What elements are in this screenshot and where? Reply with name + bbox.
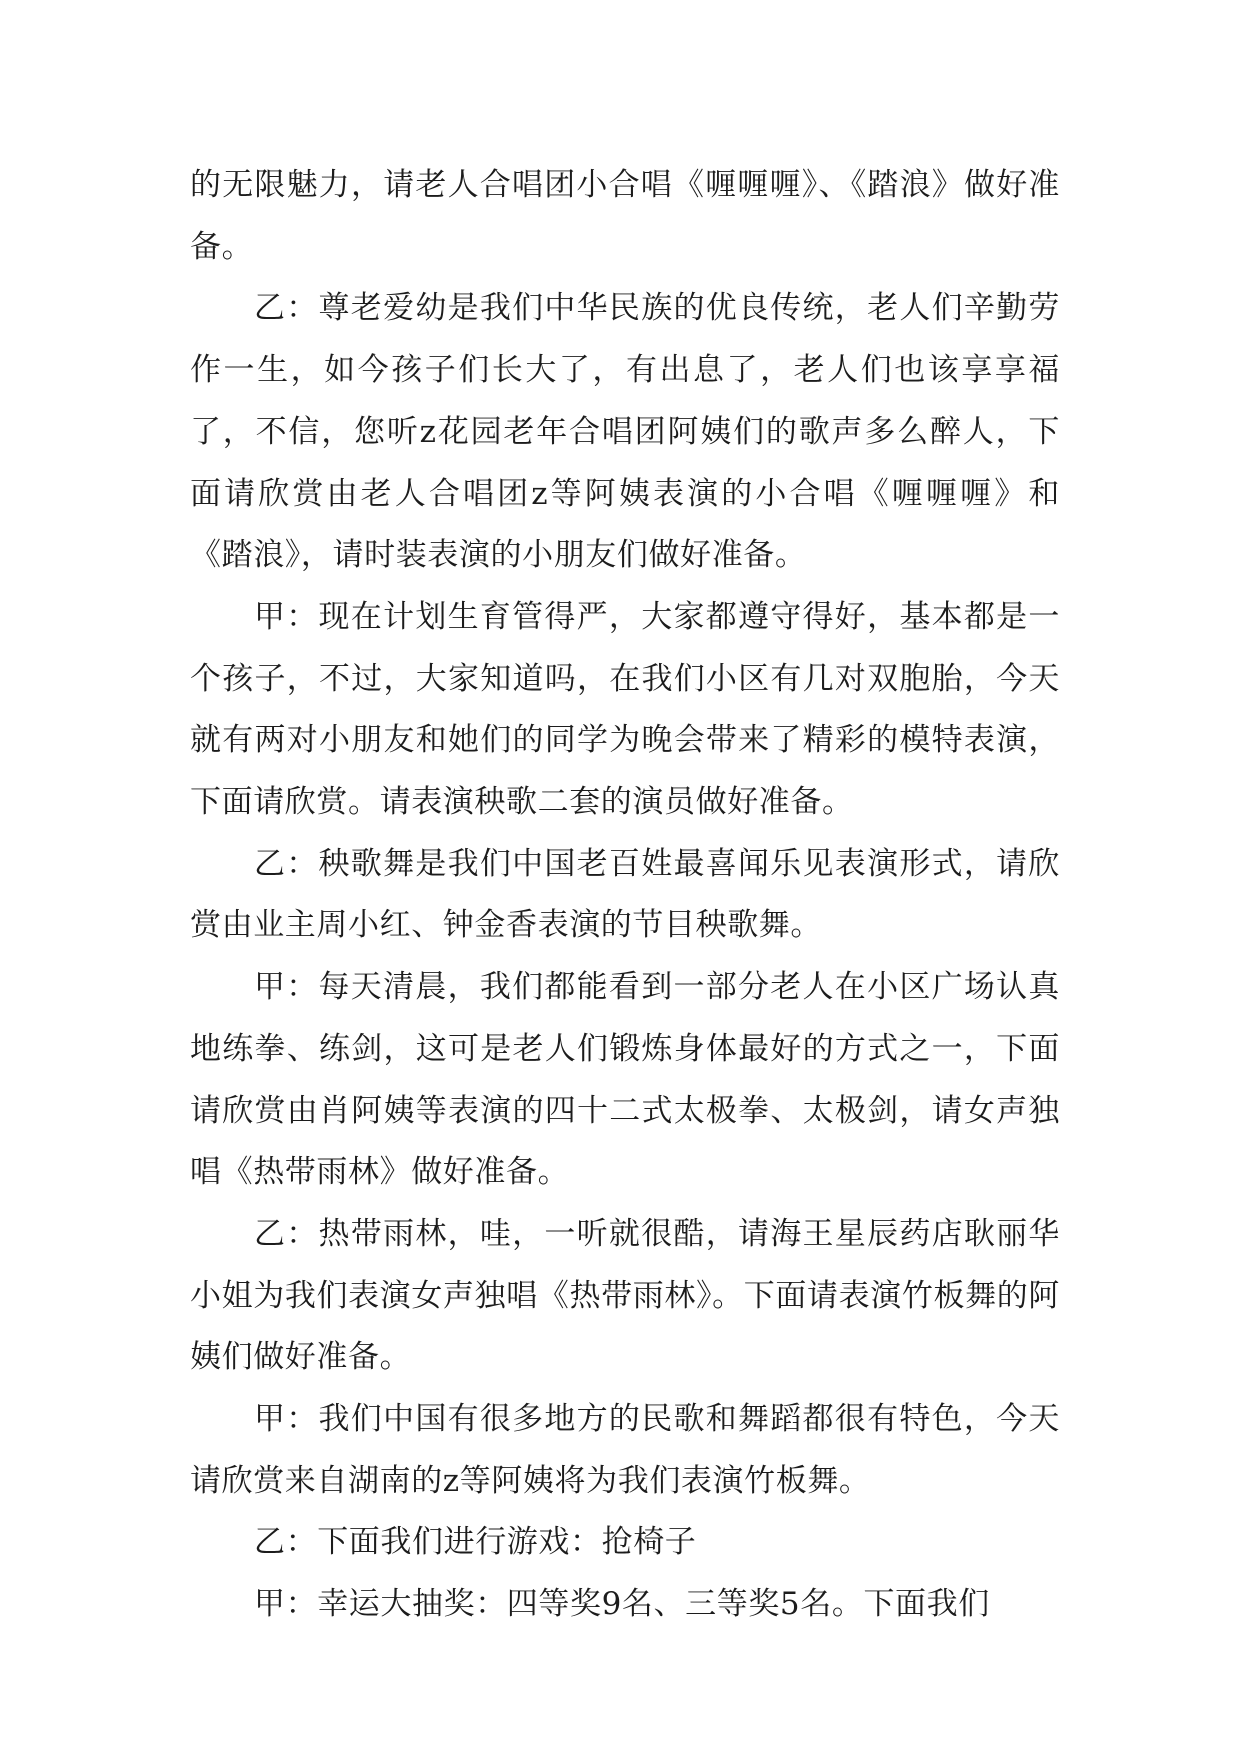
paragraph: 乙：秧歌舞是我们中国老百姓最喜闻乐见表演形式，请欣赏由业主周小红、钟金香表演的节目秧歌舞。 [190, 845, 1060, 944]
paragraph: 乙：尊老爱幼是我们中华民族的优良传统，老人们辛勤劳作一生，如今孩子们长大了，有出息了，老人们也该享享福了，不信，您听z花园老年合唱团阿姨们的歌声多么醉人，下面请欣赏由老人合唱团z等阿姨表演的小合唱《喱喱喱》和《踏浪》，请时装表演的小朋友们做好准备。 [190, 290, 1060, 574]
paragraph: 甲：幸运大抽奖：四等奖9名、三等奖5名。下面我们 [254, 1586, 990, 1623]
paragraph: 乙：热带雨林，哇，一听就很酷，请海王星辰药店耿丽华小姐为我们表演女声独唱《热带雨林》。下面请表演竹板舞的阿姨们做好准备。 [190, 1215, 1060, 1376]
paragraph: 甲：现在计划生育管得严，大家都遵守得好，基本都是一个孩子，不过，大家知道吗，在我们小区有几对双胞胎，今天就有两对小朋友和她们的同学为晚会带来了精彩的模特表演，下面请欣赏。请表演秧歌二套的演员做好准备。 [190, 598, 1060, 821]
paragraph: 甲：我们中国有很多地方的民歌和舞蹈都很有特色，今天请欣赏来自湖南的z等阿姨将为我们表演竹板舞。 [190, 1401, 1060, 1499]
paragraph: 乙：下面我们进行游戏：抢椅子 [254, 1524, 697, 1561]
paragraph: 的无限魅力，请老人合唱团小合唱《喱喱喱》、《踏浪》做好准备。 [190, 167, 1060, 265]
document-body [190, 155, 1060, 1636]
paragraph: 甲：每天清晨，我们都能看到一部分老人在小区广场认真地练拳、练剑，这可是老人们锻炼身体最好的方式之一，下面请欣赏由肖阿姨等表演的四十二式太极拳、太极剑，请女声独唱《热带雨林》做好准备。 [190, 969, 1060, 1191]
